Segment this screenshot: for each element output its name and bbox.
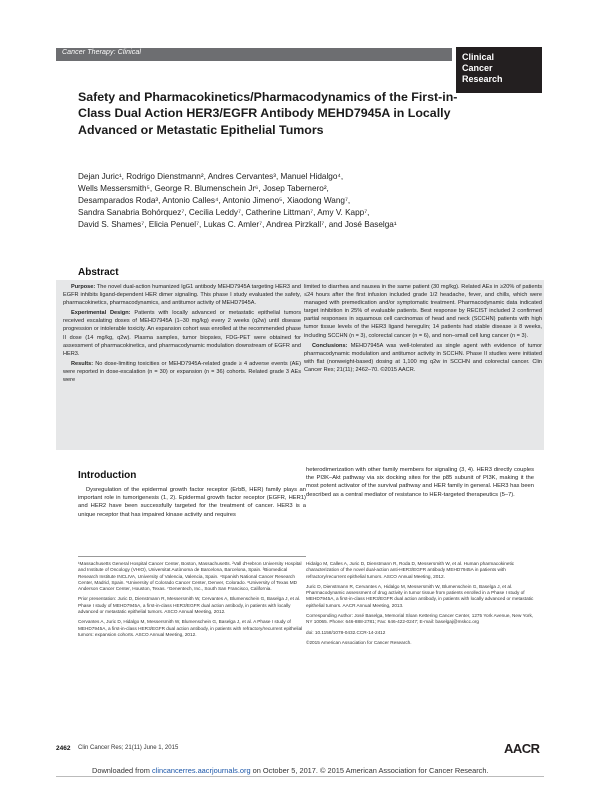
footnote: Cervantes A, Juric D, Hidalgo M, Messersmith W, Blumenschein G, Baselga J, et al. A Phase I study of MEHD7945A, a first-in-class HER3/EGFR dual action antibody, in patients with refractory/recurrent epithelial tumors: expansion cohorts. ASCO Annual Meeting, 2012. xyxy=(78,619,303,637)
author-line: Sandra Sanabria Bohórquez⁷, Cecilia Leddy⁷, Catherine Littman⁷, Amy V. Kapp⁷, xyxy=(78,208,370,218)
footnote: ©2015 American Association for Cancer Research. xyxy=(306,639,412,645)
journal-name-line: Research xyxy=(462,74,503,84)
author-line: Desamparados Roda³, Antonio Calles⁴, Antonio Jimeno⁵, Xiaodong Wang⁷, xyxy=(78,196,351,206)
download-link[interactable]: clincancerres.aacrjournals.org xyxy=(151,766,251,775)
intro-left-column xyxy=(78,486,306,519)
section-label: Cancer Therapy: Clinical xyxy=(62,49,142,56)
abstract-paragraph xyxy=(304,283,542,340)
journal-name-line: Clinical xyxy=(462,52,495,62)
intro-paragraph: Dysregulation of the epidermal growth factor receptor (ErbB, HER) family plays an important role in tumorigenesis (1, 2). Epidermal growth factor receptor (EGFR, HER1) and HER2 have been successfully targeted for the treatment of cancer. HER3 is a unique receptor that has impaired kinase activity and requires xyxy=(78,487,306,518)
footnote: doi: 10.1158/1078-0432.CCR-14-2412 xyxy=(306,629,386,635)
journal-citation: Clin Cancer Res; 21(11) June 1, 2015 xyxy=(78,745,179,751)
author-line: Dejan Juric¹, Rodrigo Dienstmann², Andres Cervantes³, Manuel Hidalgo⁴, xyxy=(78,172,344,181)
abstract-paragraph xyxy=(63,360,301,384)
footnote: ¹Massachusetts General Hospital Cancer Center, Boston, Massachusetts. ²Vall d'Hebron University Hospital and Institute of Oncology (VHIO), Universitat Autònoma de Barcelona, Barcelona, Spain. ³Biomedical Research Institute INCLIVA, University of Valencia, Valencia, Spain. ⁴Spanish National Cancer Research Center, Madrid, Spain. ⁵University of Colorado Cancer Center, Denver, Colorado. ⁶University of Texas MD Anderson Cancer Center, Houston, Texas. ⁷Genentech, Inc., South San Francisco, California. xyxy=(78,561,302,592)
abstract-paragraph xyxy=(63,309,301,358)
abstract-heading: Abstract xyxy=(78,267,119,278)
abstract-paragraph xyxy=(304,342,542,374)
author-line: David S. Shames⁷, Elicia Penuel⁷, Lukas C. Amler⁷, Andrea Pirzkall⁷, and José Baselga¹ xyxy=(78,220,397,230)
abstract-text: MEHD7945A was well-tolerated as single agent with evidence of tumor pharmacodynamic modulation and antitumor activity in SCCHN. Phase II studies were initiated with flat (nonweight-based) dosing at 1,100 mg q2w in SCCHN and colorectal cancer. Clin Cancer Res; 21(11); 2462–70. ©2015 AACR. xyxy=(304,342,542,373)
abstract-right-column xyxy=(304,283,542,376)
footnote: Corresponding Author: José Baselga, Memorial Sloan Kettering Cancer Center, 1275 York Avenue, New York, NY 10065. Phone: 646-888-2781; Fax: 646-422-0247; E-mail: baselgaj@mskcc.org xyxy=(306,613,534,625)
intro-right-column xyxy=(306,466,534,499)
footer-divider xyxy=(56,776,544,777)
abstract-paragraph xyxy=(63,283,301,307)
intro-paragraph: heterodimerization with other family members for signaling (3, 4). HER3 directly couples the PI3K–Akt pathway via six docking sites for the p85 subunit of PI3K, making it the most potent activator of the survival pathway and HER family in general. HER3 has been described as a central mediator of resistance to HER-targeted therapeutics (5–7). xyxy=(306,467,534,498)
abstract-text: The novel dual-action humanized IgG1 antibody MEHD7945A targeting HER3 and EGFR inhibits ligand-dependent HER dimer signaling. This phase I study evaluated the safety, pharmacokinetics, pharmacodynamics, and antitumor activity of MEHD7945A. xyxy=(63,284,301,307)
footnotes-left xyxy=(78,561,306,642)
abstract-label: Purpose: xyxy=(71,284,96,290)
introduction-heading: Introduction xyxy=(78,470,137,481)
abstract-text: limited to diarrhea and nausea in the same patient (30 mg/kg). Related AEs in ≥20% of patients ≤24 hours after the first infusion included grade 1/2 headache, fever, and chills, which were managed with premedication and/or symptomatic treatment. Pharmacodynamic data indicated target inhibition in 25% of evaluable patients. Best response by RECIST included 2 confirmed partial responses in squamous cell carcinomas of head and neck (SCCHN) patients with high tumor tissue levels of the HER3 ligand heregulin; 14 patients had stable disease ≥ 8 weeks, including SCCHN (n = 3), colorectal cancer (n = 6), and non–small cell lung cancer (n = 3). xyxy=(304,284,542,339)
abstract-text: No dose-limiting toxicities or MEHD7945A-related grade ≥ 4 adverse events (AE) were reported in dose-escalation (n = 30) or expansion (n = 36) cohorts. Related grade 3 AEs were xyxy=(63,360,301,384)
abstract-label: Results: xyxy=(71,360,94,367)
footnote: Hidalgo M, Calles A, Juric D, Dienstmann R, Roda D, Messersmith W, et al. Human pharmacokinetic characterization of the novel dual-action anti-HER3/EGFR antibody MEHD7945A in patients with refractory/recurrent epithelial tumors. ASCO Annual Meeting, 2012. xyxy=(306,561,515,579)
footnote: Juric D, Dienstmann R, Cervantes A, Hidalgo M, Messersmith W, Blumenschein G, Baselga J, et al. Pharmacodynamic assessment of drug activity in tumor tissue from patients enrolled in a Phase I study of MEHD7945A, a first-in-class HER3/EGFR dual action antibody, in patients with locally advanced or metastatic epithelial tumors. AACR Annual Meeting, 2013. xyxy=(306,583,534,608)
author-list xyxy=(78,171,470,231)
aacr-logo: AACR xyxy=(504,741,540,756)
article-title: Safety and Pharmacokinetics/Pharmacodynamics of the First-in-Class Dual Action HER3/EGFR Antibody MEHD7945A in Locally Advanced or Metastatic Epithelial Tumors xyxy=(78,90,458,137)
page-number: 2462 xyxy=(56,745,71,752)
download-notice xyxy=(92,766,489,775)
journal-name xyxy=(462,52,503,85)
journal-name-line: Cancer xyxy=(462,63,493,73)
abstract-label: Experimental Design: xyxy=(71,310,131,317)
author-line: Wells Messersmith⁵, George R. Blumenschein Jr⁶, Josep Tabernero², xyxy=(78,184,329,194)
footnotes-right xyxy=(306,561,534,650)
footnote-divider xyxy=(78,556,306,557)
abstract-label: Conclusions: xyxy=(312,342,348,349)
abstract-left-column xyxy=(63,283,301,386)
download-suffix: on October 5, 2017. © 2015 American Association for Cancer Research. xyxy=(250,766,489,775)
abstract-text: Patients with locally advanced or metastatic epithelial tumors received escalating doses of MEHD7945A (1–30 mg/kg) every 2 weeks (q2w) until disease progression or intolerable toxicity. An expansion cohort was enrolled at the recommended phase II dose (14 mg/kg, q2w). Plasma samples, tumor biopsies, FDG-PET were obtained for assessment of pharmacokinetics, and pharmacodynamic modulation downstream of EGFR and HER3. xyxy=(63,310,301,357)
download-prefix: Downloaded from xyxy=(92,766,152,775)
footnote: Prior presentation: Juric D, Dienstmann R, Messersmith W, Cervantes A, Blumenschein G, Baselga J, et al. Phase I study of MEHD7945A, a first-in-class HER3/EGFR dual action antibody, in patients with locally advanced or metastatic epithelial tumors. ASCO Annual Meeting, 2012. xyxy=(78,596,301,615)
